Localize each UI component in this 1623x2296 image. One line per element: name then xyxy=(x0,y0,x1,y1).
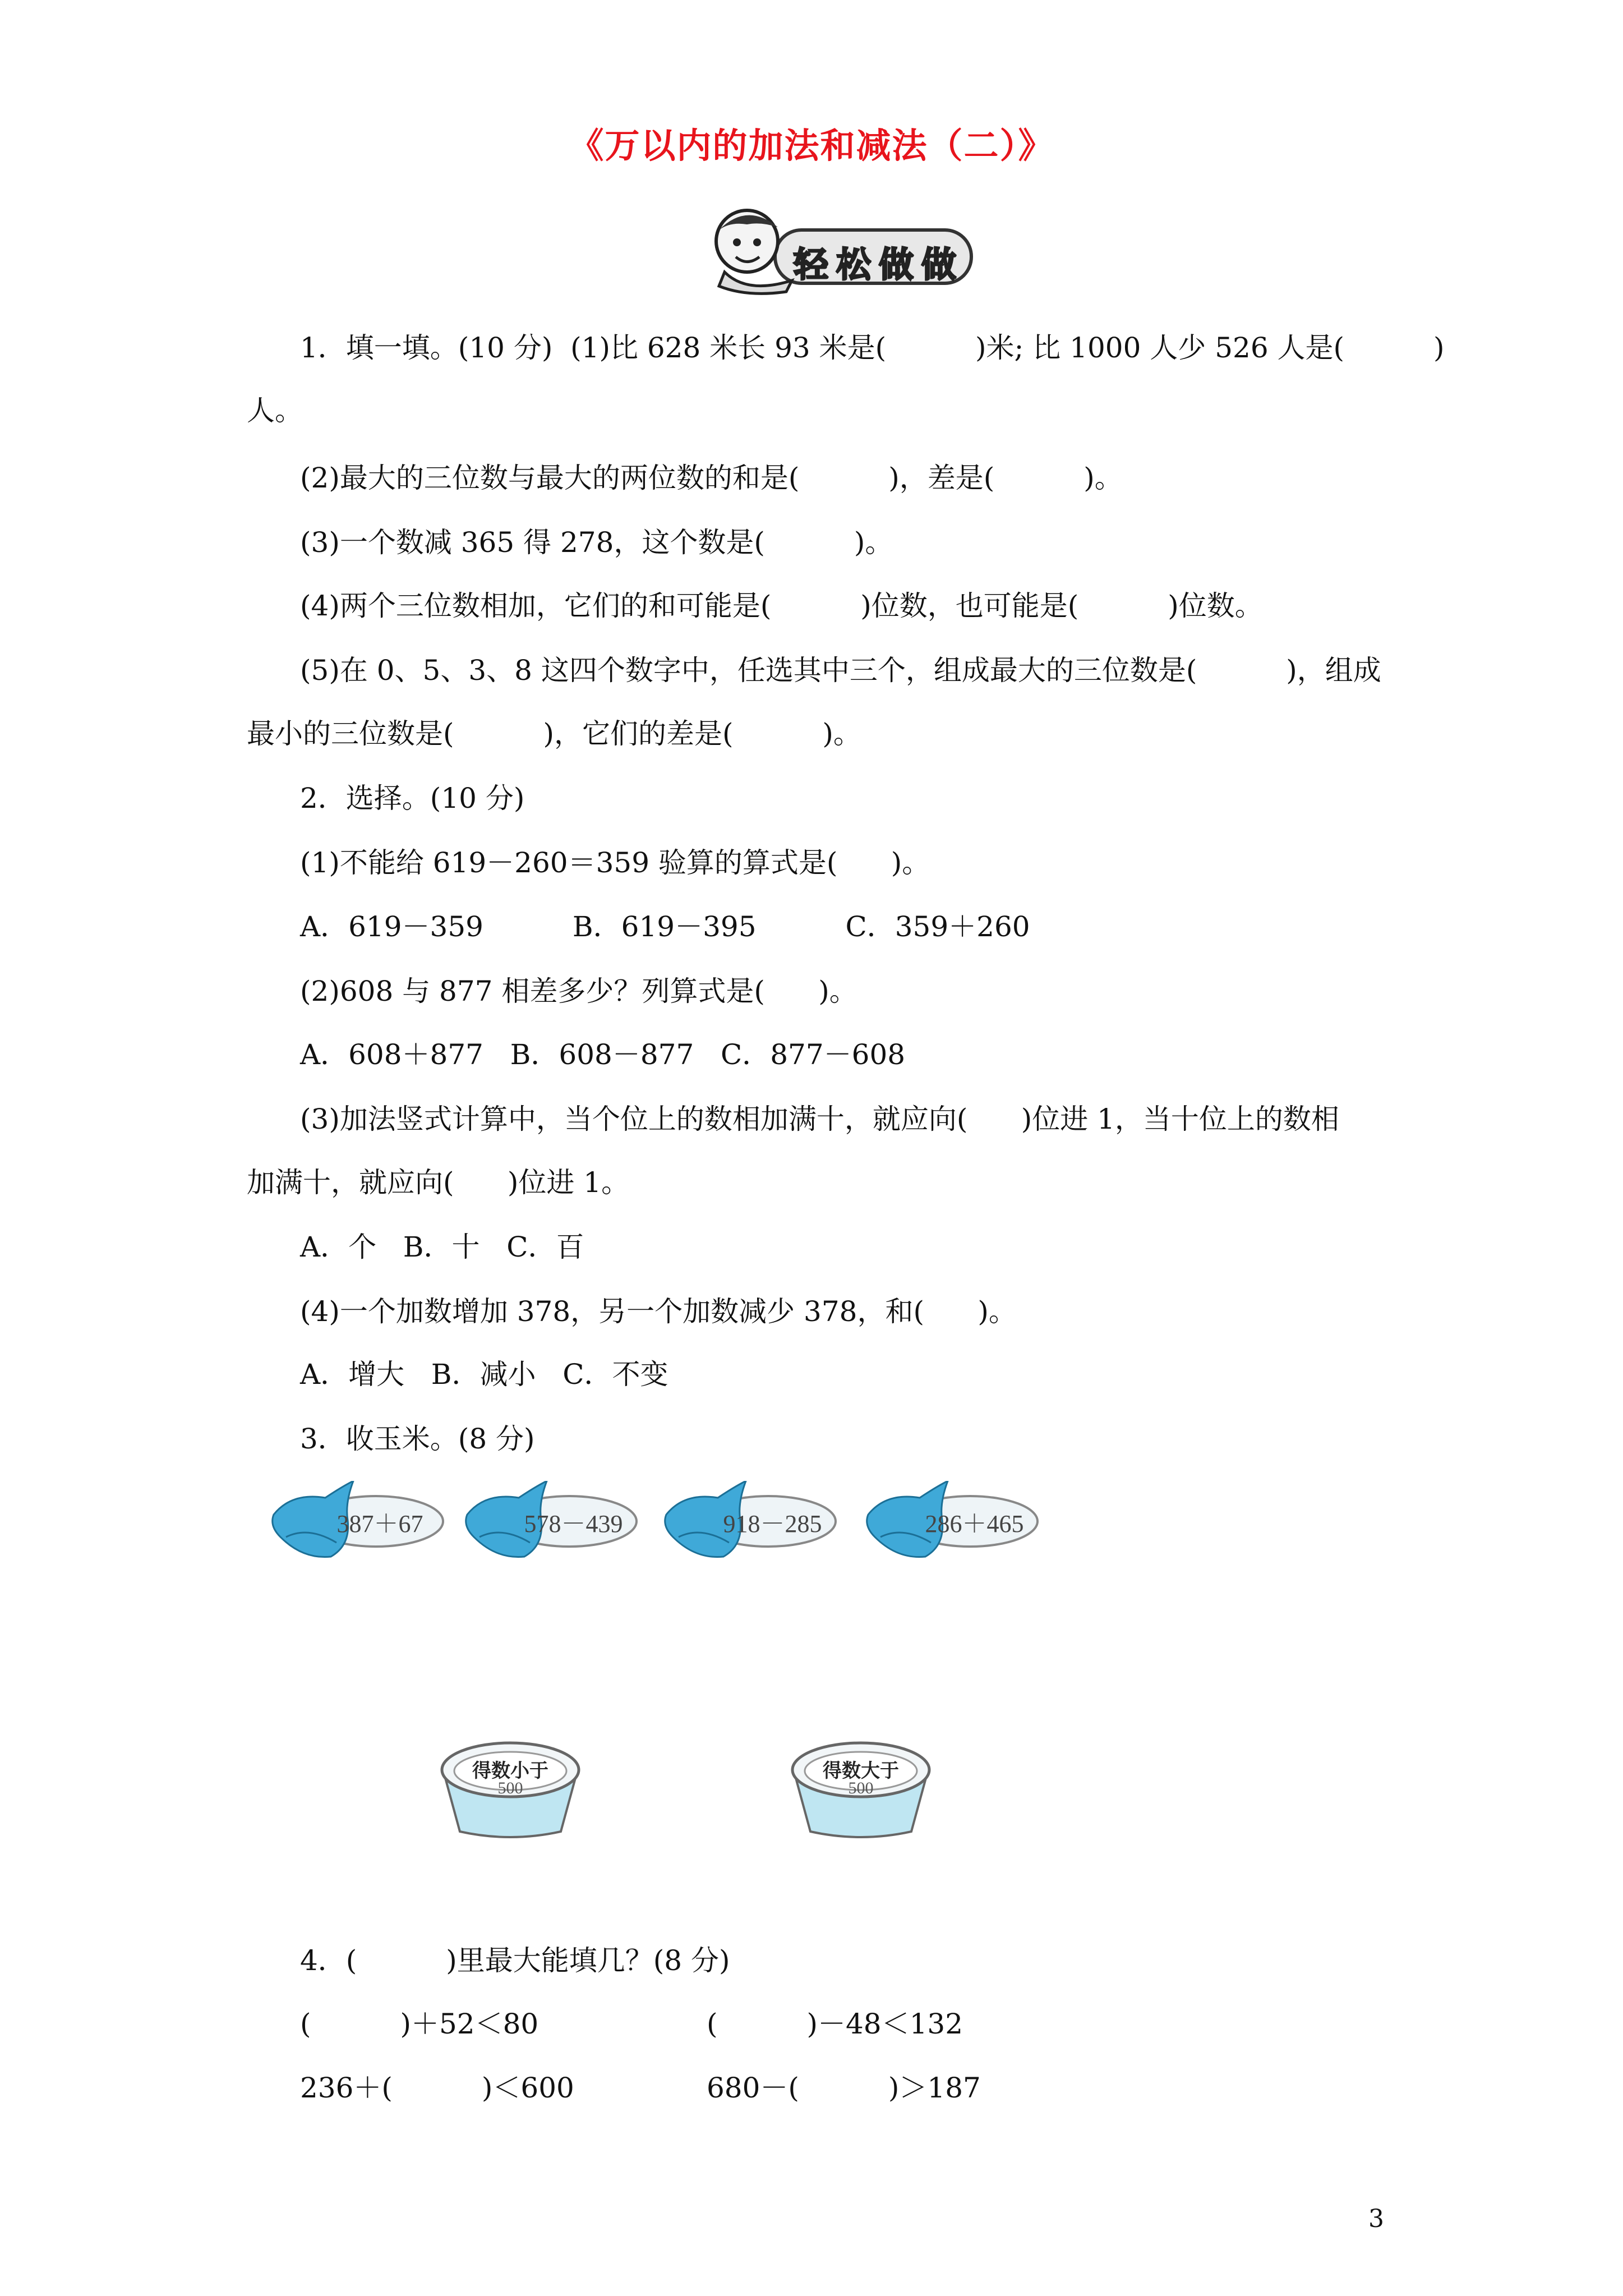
q1-part-5-cont: 最小的三位数是( )，它们的差是( )。 xyxy=(247,717,861,750)
corn-card xyxy=(269,1481,449,1565)
q4-item-4: 680－( )＞187 xyxy=(707,2072,981,2104)
q2-part-2-options: A．608＋877 B．608－877 C．877－608 xyxy=(300,1038,906,1071)
badge-text: 轻松做做 xyxy=(793,244,964,285)
basket-number: 500 xyxy=(848,1779,874,1797)
corn-card xyxy=(463,1481,642,1565)
q2-part-2: (2)608 与 877 相差多少？列算式是( )。 xyxy=(300,975,857,1007)
basket-number: 500 xyxy=(497,1779,523,1797)
q1-part-5: (5)在 0、5、3、8 这四个数字中，任选其中三个，组成最大的三位数是( )，组成 xyxy=(300,654,1381,687)
corn-card xyxy=(864,1481,1043,1565)
q4-heading: 4．( )里最大能填几？(8 分) xyxy=(300,1944,730,1977)
q2-part-1-options: A．619－359 B．619－395 C．359＋260 xyxy=(300,910,1030,943)
q1-line-1: 1．填一填。(10 分) (1)比 628 米长 93 米是( )米; 比 1000 人少 526 人是( ) xyxy=(300,332,1445,364)
basket-label: 得数小于 xyxy=(472,1760,548,1782)
q3-heading: 3．收玉米。(8 分) xyxy=(300,1423,535,1455)
basket-panel xyxy=(320,1691,993,1860)
q2-part-4-options: A．增大 B．减小 C．不变 xyxy=(300,1358,668,1391)
page-title: 《万以内的加法和减法（二）》 xyxy=(569,125,1054,166)
corn-card xyxy=(662,1481,841,1565)
q1-part-4: (4)两个三位数相加，它们的和可能是( )位数，也可能是( )位数。 xyxy=(300,590,1263,622)
q4-item-3: 236＋( )＜600 xyxy=(300,2072,574,2104)
q1-line-2: 人。 xyxy=(247,394,303,427)
q2-heading: 2．选择。(10 分) xyxy=(300,782,525,815)
basket-label: 得数大于 xyxy=(823,1760,899,1782)
q2-part-3-cont: 加满十，就应向( )位进 1。 xyxy=(247,1166,630,1199)
q4-item-1: ( )＋52＜80 xyxy=(300,2008,539,2040)
corn-expression: 918－285 xyxy=(723,1510,822,1538)
q1-part-3: (3)一个数减 365 得 278，这个数是( )。 xyxy=(300,526,893,559)
q2-part-3: (3)加法竖式计算中，当个位上的数相加满十，就应向( )位进 1，当十位上的数相 xyxy=(300,1103,1339,1135)
corn-expression: 286＋465 xyxy=(925,1510,1024,1538)
section-badge xyxy=(708,202,978,297)
q2-part-4: (4)一个加数增加 378，另一个加数减少 378，和( )。 xyxy=(300,1295,1017,1328)
page-number: 3 xyxy=(1368,2205,1384,2233)
q2-part-3-options: A．个 B．十 C．百 xyxy=(300,1231,584,1263)
q2-part-1: (1)不能给 619－260＝359 验算的算式是( )。 xyxy=(300,846,930,879)
q1-part-2: (2)最大的三位数与最大的两位数的和是( )，差是( )。 xyxy=(300,462,1123,494)
corn-expression: 578－439 xyxy=(524,1510,623,1538)
basket-less-than xyxy=(437,1736,583,1843)
q4-item-2: ( )－48＜132 xyxy=(707,2008,963,2040)
corn-expression: 387＋67 xyxy=(336,1510,423,1538)
basket-greater-than xyxy=(788,1736,934,1843)
